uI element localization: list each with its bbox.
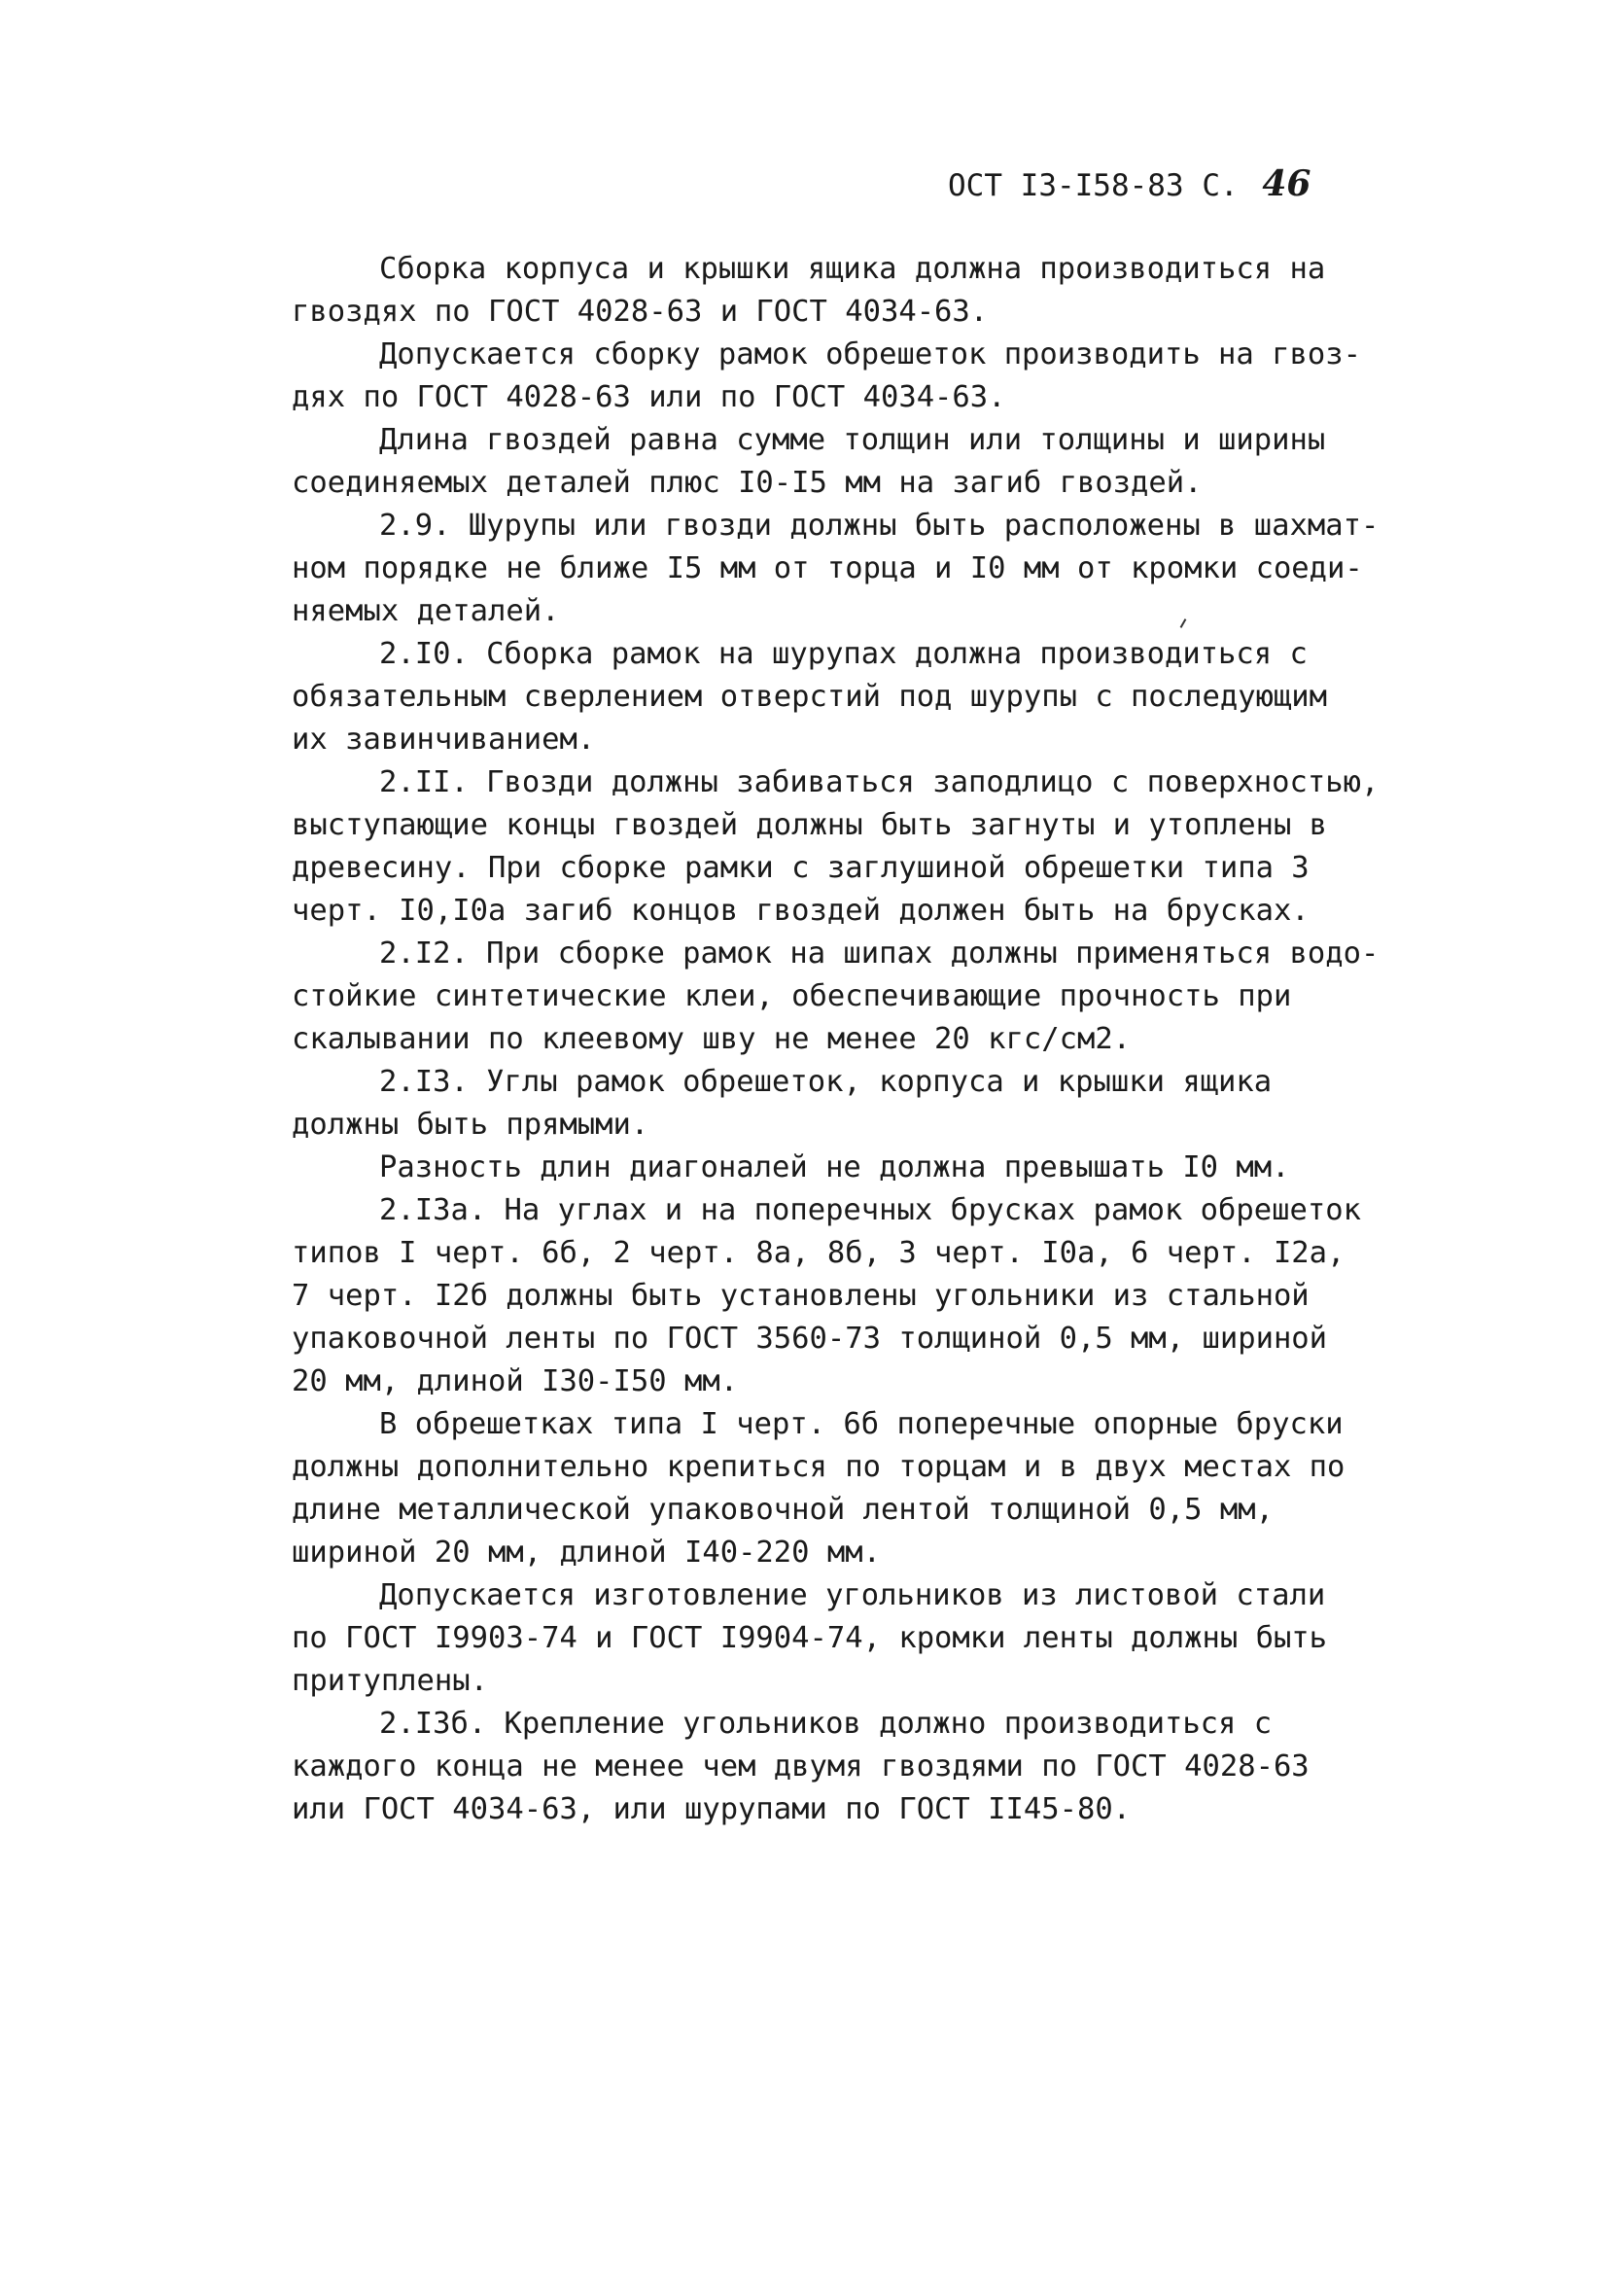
page-header — [948, 163, 1311, 204]
text-line: Допускается сборку рамок обрешеток производить на гвоз- — [379, 337, 1361, 371]
standard-designation: ОСТ I3-I58-83 — [948, 168, 1184, 203]
paragraph — [292, 248, 1361, 334]
text-line: или ГОСТ 4034-63, или шурупами по ГОСТ II45-80. — [292, 1792, 1132, 1826]
text-line: древесину. При сборке рамки с заглушиной обрешетки типа 3 — [292, 851, 1310, 885]
text-line: выступающие концы гвоздей должны быть загнуты и утоплены в — [292, 808, 1328, 842]
text-line: Длина гвоздей равна сумме толщин или толщины и ширины — [379, 423, 1326, 457]
page-number: 46 — [1262, 163, 1311, 204]
text-line: В обрешетках типа I черт. 6б поперечные опорные бруски — [379, 1407, 1344, 1441]
text-line: их завинчиванием. — [292, 723, 596, 757]
text-line: соединяемых деталей плюс I0-I5 мм на загиб гвоздей. — [292, 466, 1203, 500]
text-line: 2.II. Гвозди должны забиваться заподлицо с поверхностью, — [379, 765, 1380, 799]
paragraph — [292, 419, 1361, 505]
paragraph — [292, 1189, 1361, 1403]
paragraph — [292, 1403, 1361, 1574]
text-line: по ГОСТ I9903-74 и ГОСТ I9904-74, кромки ленты должны быть — [292, 1621, 1328, 1655]
text-line: Сборка корпуса и крышки ящика должна производиться на — [379, 252, 1326, 286]
text-line: длине металлической упаковочной лентой толщиной 0,5 мм, — [292, 1493, 1274, 1527]
text-line: притуплены. — [292, 1664, 488, 1698]
document-body — [292, 248, 1380, 1831]
paragraph — [292, 1061, 1361, 1147]
text-line: каждого конца не менее чем двумя гвоздями по ГОСТ 4028-63 — [292, 1749, 1310, 1784]
text-line: Разность длин диагоналей не должна превышать I0 мм. — [379, 1150, 1290, 1184]
text-line: обязательным сверлением отверстий под шурупы с последующим — [292, 680, 1328, 714]
text-line: гвоздях по ГОСТ 4028-63 и ГОСТ 4034-63. — [292, 295, 989, 329]
text-line: 2.9. Шурупы или гвозди должны быть расположены в шахмат- — [379, 509, 1380, 543]
paragraph — [292, 1147, 1361, 1189]
text-line: шириной 20 мм, длиной I40-220 мм. — [292, 1536, 881, 1570]
paragraph — [292, 1703, 1361, 1831]
text-line: ном порядке не ближе I5 мм от торца и I0 мм от кромки соеди- — [292, 551, 1363, 585]
text-line: 2.I3. Углы рамок обрешеток, корпуса и крышки ящика — [379, 1065, 1273, 1099]
text-line: 2.I3а. На углах и на поперечных брусках рамок обрешеток — [379, 1193, 1361, 1227]
text-line: черт. I0,I0а загиб концов гвоздей должен быть на брусках. — [292, 894, 1310, 928]
text-line: скалывании по клеевому шву не менее 20 кгс/см2. — [292, 1022, 1132, 1056]
paragraph — [292, 633, 1361, 761]
page-prefix: С. — [1202, 168, 1239, 203]
text-line: 2.I0. Сборка рамок на шурупах должна производиться с — [379, 637, 1308, 671]
text-line: 20 мм, длиной I30-I50 мм. — [292, 1364, 739, 1398]
text-line: должны быть прямыми. — [292, 1108, 649, 1142]
text-line: Допускается изготовление угольников из листовой стали — [379, 1578, 1326, 1612]
paragraph — [292, 761, 1380, 933]
text-line: 2.I3б. Крепление угольников должно производиться с — [379, 1707, 1273, 1741]
paragraph — [292, 1574, 1361, 1703]
text-line: няемых деталей. — [292, 594, 560, 628]
paragraph — [292, 933, 1380, 1061]
text-line: 7 черт. I2б должны быть установлены угольники из стальной — [292, 1279, 1310, 1313]
text-line: типов I черт. 6б, 2 черт. 8а, 8б, 3 черт. I0а, 6 черт. I2а, — [292, 1236, 1346, 1270]
paragraph — [292, 505, 1380, 633]
text-line: 2.I2. При сборке рамок на шипах должны применяться водо- — [379, 936, 1380, 971]
text-line: должны дополнительно крепиться по торцам и в двух местах по — [292, 1450, 1346, 1484]
text-line: упаковочной ленты по ГОСТ 3560-73 толщиной 0,5 мм, шириной — [292, 1322, 1328, 1356]
text-line: стойкие синтетические клеи, обеспечивающие прочность при — [292, 979, 1292, 1013]
text-line: дях по ГОСТ 4028-63 или по ГОСТ 4034-63. — [292, 380, 1006, 414]
paragraph — [292, 334, 1361, 419]
